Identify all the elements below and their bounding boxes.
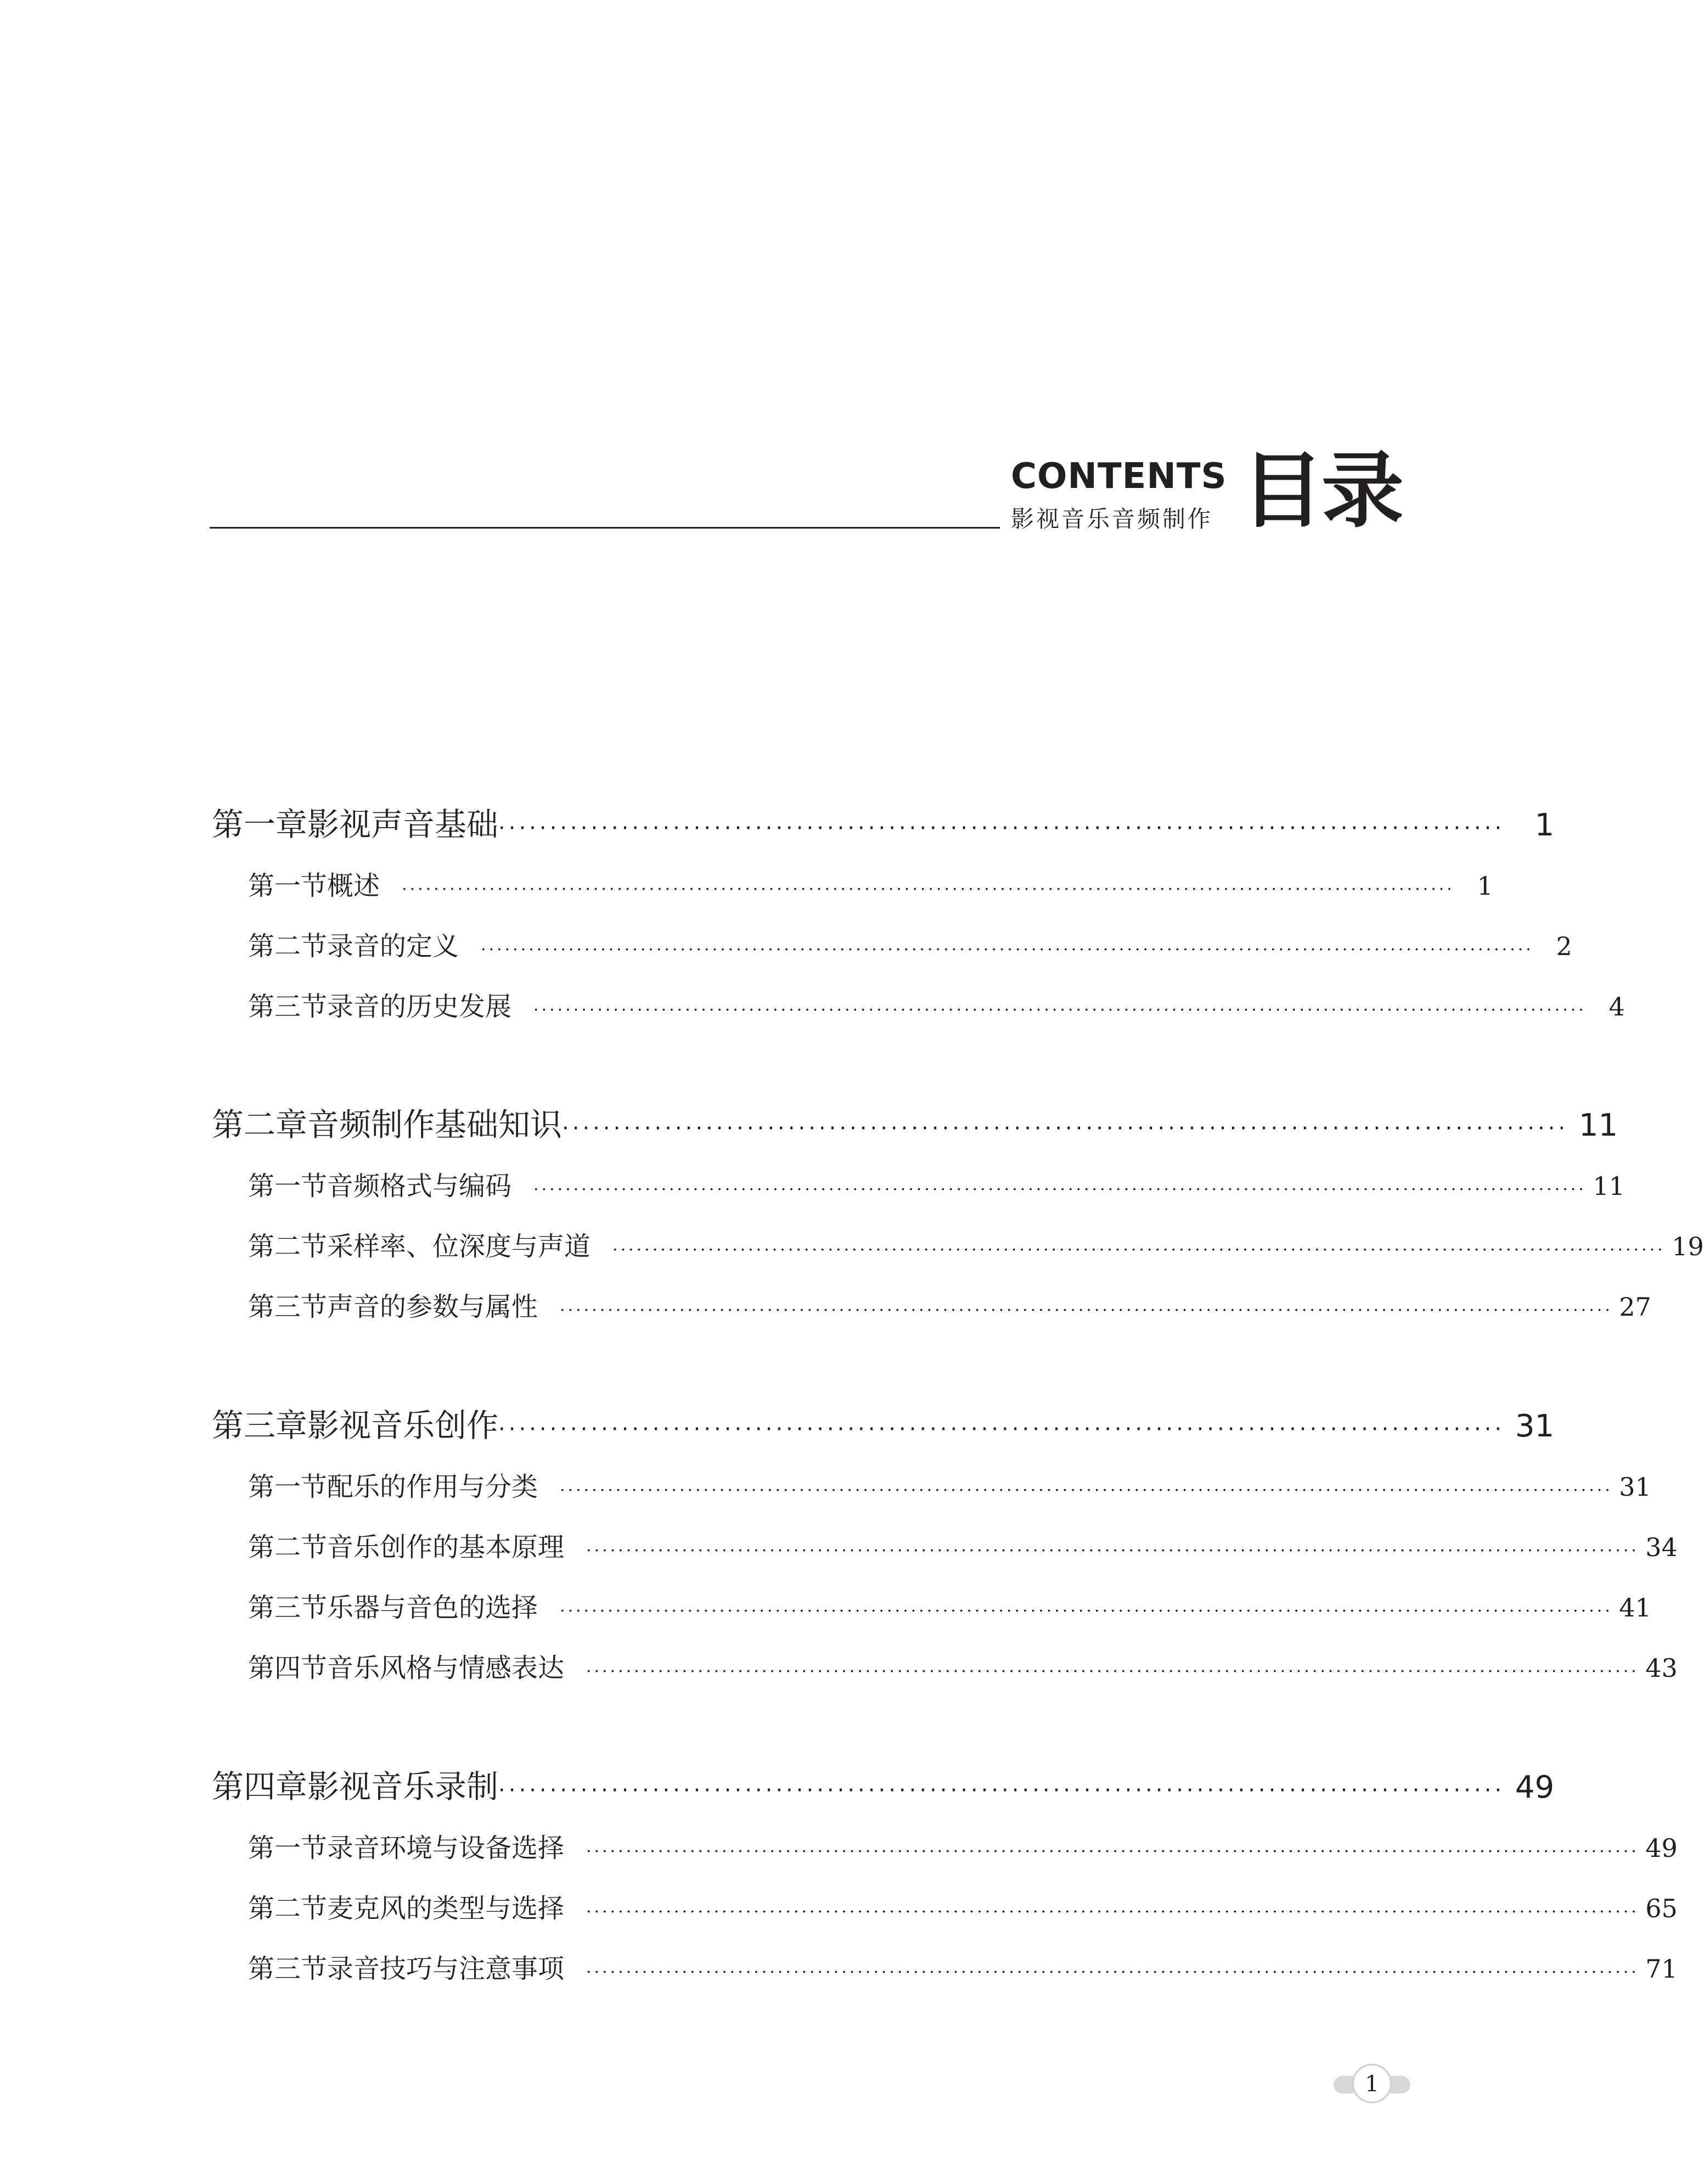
section-page: 65 <box>1645 1894 1678 1923</box>
section-page: 41 <box>1619 1593 1651 1622</box>
section-entry[interactable] <box>212 1526 1678 1586</box>
section-entry[interactable] <box>212 1887 1678 1947</box>
section-number: 第三节 <box>248 1953 328 1984</box>
section-entry[interactable] <box>212 1285 1651 1346</box>
section-number: 第一节 <box>248 1833 328 1863</box>
section-number: 第二节 <box>248 1231 328 1262</box>
dot-leader: ···································································································································· <box>533 1001 1587 1020</box>
section-entry[interactable] <box>212 1947 1678 2008</box>
contents-header <box>210 443 1402 543</box>
header-rule <box>210 527 1000 529</box>
chapter-title: 音频制作基础知识 <box>307 1106 563 1143</box>
section-title: 音乐创作的基本原理 <box>327 1532 565 1563</box>
dot-leader: ···································································································································· <box>560 1481 1613 1500</box>
dot-leader: ·································································································· <box>498 1417 1505 1442</box>
section-number: 第三节 <box>248 991 328 1022</box>
section-number: 第四节 <box>248 1653 328 1683</box>
dot-leader: ·································································································· <box>498 816 1505 841</box>
section-page: 27 <box>1619 1292 1651 1322</box>
section-number: 第二节 <box>248 1532 328 1563</box>
section-page: 4 <box>1609 992 1625 1021</box>
chapter-2 <box>212 1099 1704 1346</box>
chapter-page: 11 <box>1578 1108 1618 1143</box>
dot-leader: ···································································································································· <box>533 1180 1587 1199</box>
section-page: 1 <box>1477 871 1493 901</box>
section-page: 43 <box>1645 1653 1678 1683</box>
book-subtitle: 影视音乐音频制作 <box>1011 506 1213 532</box>
section-title: 录音技巧与注意事项 <box>327 1953 565 1984</box>
section-entry[interactable] <box>212 1586 1651 1647</box>
chapter-entry[interactable] <box>212 1099 1618 1165</box>
section-page: 34 <box>1645 1532 1678 1562</box>
section-title: 采样率、位深度与声道 <box>327 1231 591 1262</box>
dot-leader: ···································································································································· <box>481 940 1534 959</box>
section-entry[interactable] <box>212 1647 1678 1707</box>
section-entry[interactable] <box>212 1827 1678 1887</box>
section-title: 麦克风的类型与选择 <box>327 1893 565 1924</box>
dot-leader: ···································································································································· <box>586 1842 1639 1861</box>
chapter-1 <box>212 799 1625 1046</box>
section-entry[interactable] <box>212 925 1572 985</box>
section-page: 31 <box>1619 1472 1651 1502</box>
page-number-badge <box>1334 2064 1410 2106</box>
section-title: 录音的定义 <box>327 931 459 962</box>
section-number: 第二节 <box>248 1893 328 1924</box>
dot-leader: ···································································································································· <box>402 880 1455 899</box>
section-title: 概述 <box>327 871 380 901</box>
section-page: 71 <box>1645 1954 1678 1984</box>
chapter-number: 第四章 <box>212 1768 308 1805</box>
section-number: 第一节 <box>248 1472 328 1502</box>
chapter-title: 影视音乐创作 <box>307 1407 499 1444</box>
chapter-page: 31 <box>1515 1408 1555 1444</box>
section-title: 乐器与音色的选择 <box>327 1592 538 1623</box>
chapter-page: 49 <box>1515 1770 1555 1805</box>
section-entry[interactable] <box>212 1165 1625 1225</box>
section-number: 第三节 <box>248 1292 328 1322</box>
chapter-entry[interactable] <box>212 799 1555 864</box>
chapter-number: 第一章 <box>212 806 308 843</box>
dot-leader: ···································································································································· <box>560 1301 1613 1320</box>
chapter-page: 1 <box>1534 807 1555 843</box>
chapter-4 <box>212 1761 1678 2008</box>
dot-leader: ···································································································································· <box>586 1902 1639 1922</box>
chapter-number: 第二章 <box>212 1106 308 1143</box>
dot-leader: ···································································································································· <box>612 1240 1666 1260</box>
section-page: 49 <box>1645 1833 1678 1863</box>
section-entry[interactable] <box>212 985 1625 1046</box>
dot-leader: ···································································································································· <box>586 1963 1639 1982</box>
dot-leader: ···································································································································· <box>560 1602 1613 1621</box>
section-page: 2 <box>1556 931 1572 961</box>
section-page: 19 <box>1672 1232 1704 1261</box>
chapter-entry[interactable] <box>212 1400 1555 1466</box>
chapter-number: 第三章 <box>212 1407 308 1444</box>
page-title: 目录 <box>1241 443 1402 539</box>
section-number: 第一节 <box>248 871 328 901</box>
section-number: 第一节 <box>248 1171 328 1202</box>
section-title: 音乐风格与情感表达 <box>327 1653 565 1683</box>
chapter-entry[interactable] <box>212 1761 1555 1827</box>
dot-leader: ·································································································· <box>498 1778 1505 1803</box>
dot-leader: ·································································································· <box>562 1116 1569 1141</box>
section-entry[interactable] <box>212 1466 1651 1526</box>
section-entry[interactable] <box>212 1225 1704 1285</box>
dot-leader: ···································································································································· <box>586 1541 1639 1560</box>
section-entry[interactable] <box>212 864 1493 925</box>
section-title: 声音的参数与属性 <box>327 1292 538 1322</box>
section-title: 音频格式与编码 <box>327 1171 512 1202</box>
contents-label: CONTENTS <box>1011 456 1227 497</box>
section-title: 配乐的作用与分类 <box>327 1472 538 1502</box>
page-number: 1 <box>1352 2064 1392 2103</box>
section-number: 第三节 <box>248 1592 328 1623</box>
section-title: 录音环境与设备选择 <box>327 1833 565 1863</box>
chapter-title: 影视音乐录制 <box>307 1768 499 1805</box>
dot-leader: ···································································································································· <box>586 1662 1639 1681</box>
chapter-3 <box>212 1400 1678 1707</box>
chapter-title: 影视声音基础 <box>307 806 499 843</box>
section-title: 录音的历史发展 <box>327 991 512 1022</box>
section-page: 11 <box>1593 1171 1625 1201</box>
section-number: 第二节 <box>248 931 328 962</box>
